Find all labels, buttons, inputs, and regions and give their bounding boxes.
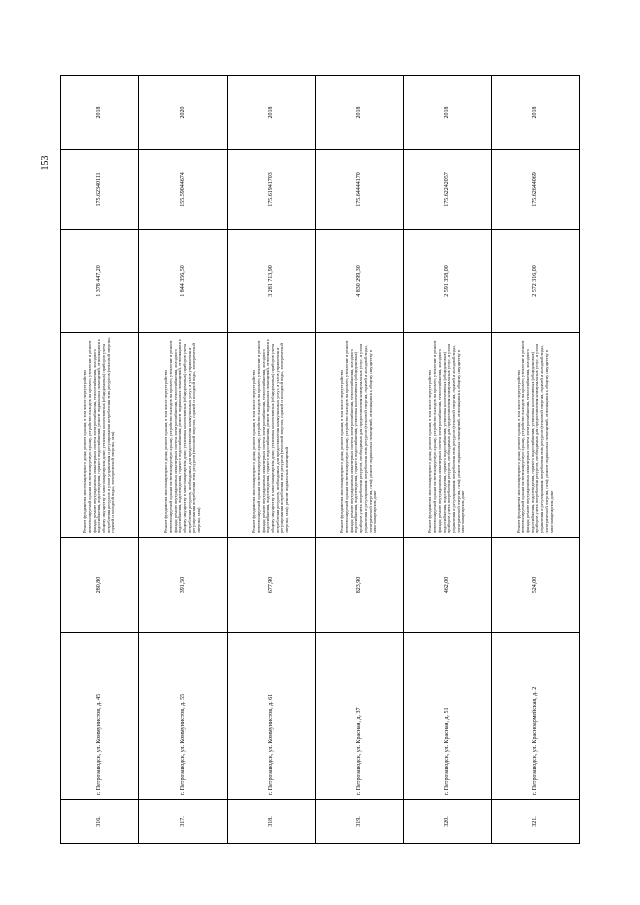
cost-cell: 2 591 358,00 (403, 230, 491, 333)
cost-cell: 1 844 356,50 (139, 230, 227, 333)
works-list-cell: Ремонт фундамента многоквартирного дома; ремонт крыши, в том числе переустройство невентилируемой крыши на вентилируемую крышу, устройство выходов на кровлю; утепление и ремонт фасада; ремонт внутридомовых инженерных систем электроснабжения, теплоснабжения, холодного водоснабжения, водоотведения, горячего водоснабжения; ремонт подвальных помещений, относящихся к общему имуществу в многоквартирном доме; установка коллективных (общедомовых) приборов учета потребления ресурсов, необходимых для предоставления коммунальных услуг, и узлов управления и регулирования потребления этих ресурсов (тепловой энергии, горячей и холодной воды, электрической энергии, газа) (139, 333, 227, 538)
year-cell: 2018 (61, 76, 139, 150)
table-body (61, 76, 580, 844)
table-row (227, 76, 315, 844)
works-list-cell: Ремонт фундамента многоквартирного дома; ремонт крыши, в том числе переустройство невентилируемой крыши на вентилируемую крышу, устройство выходов на кровлю; утепление и ремонт фасада; ремонт внутридомовых инженерных систем электроснабжения, теплоснабжения, холодного водоснабжения, водоотведения, горячего водоснабжения; ремонт подвальных помещений, относящихся к общему имуществу в многоквартирном доме; установка коллективных (общедомовых) приборов учета потребления ресурсов, необходимых для предоставления коммунальных услуг, и узлов управления и регулирования потребления этих ресурсов (тепловой энергии, горячей и холодной воды, электрической энергии, газа); ремонт подвальных помещений (227, 333, 315, 538)
row-number-cell: 319. (315, 800, 403, 844)
cadastral-number-cell: 155.59044674 (139, 150, 227, 230)
area-cell: 462,00 (403, 538, 491, 633)
area-cell: 823,90 (315, 538, 403, 633)
works-list-cell: Ремонт фундамента многоквартирного дома; ремонт крыши, в том числе переустройство невентилируемой крыши на вентилируемую крышу, устройство выходов на кровлю; утепление и ремонт фасада; ремонт внутридомовых инженерных систем электроснабжения, теплоснабжения, холодного водоснабжения, водоотведения, горячего водоснабжения; установка коллективных (общедомовых) приборов учета потребления ресурсов, необходимых для предоставления коммунальных услуг, и узлов управления и регулирования потребления этих ресурсов (тепловой энергии, горячей и холодной воды, электрической энергии, газа); ремонт подвальных помещений, относящихся к общему имуществу в многоквартирном доме (315, 333, 403, 538)
works-list-cell: Ремонт фундамента многоквартирного дома; ремонт крыши, в том числе переустройство невентилируемой крыши на вентилируемую крышу, устройство выходов на кровлю; утепление и ремонт фасада; ремонт внутридомовых инженерных систем электроснабжения, теплоснабжения, холодного водоснабжения, водоотведения, горячего водоснабжения; ремонт подвальных помещений, относящихся к общему имуществу в многоквартирном доме; установка коллективных (общедомовых) приборов учета потребления ресурсов и узлов управления и регулирования потребления этих ресурсов (тепловой энергии, горячей и холодной воды, электрической энергии, газа) (61, 333, 139, 538)
year-cell: 2018 (227, 76, 315, 150)
works-list-cell: Ремонт фундамента многоквартирного дома; ремонт крыши, в том числе переустройство невентилируемой крыши на вентилируемую крышу, устройство выходов на кровлю; утепление и ремонт фасада; ремонт внутридомовых инженерных систем электроснабжения, теплоснабжения, холодного водоснабжения, водоотведения, горячего водоснабжения; установка коллективных (общедомовых) приборов учета потребления ресурсов, необходимых для предоставления коммунальных услуг, и узлов управления и регулирования потребления этих ресурсов (тепловой энергии, горячей и холодной воды, электрической энергии, газа); ремонт подвальных помещений, относящихся к общему имуществу в многоквартирном доме (403, 333, 491, 538)
cost-cell: 3 281 713,90 (227, 230, 315, 333)
address-cell: г. Петрозаводск, ул. Коммунистов, д. 45 (61, 633, 139, 800)
year-cell: 2018 (491, 76, 579, 150)
cadastral-number-cell: 175.62242057 (403, 150, 491, 230)
row-number-cell: 318. (227, 800, 315, 844)
works-list-cell: Ремонт фундамента многоквартирного дома; ремонт крыши, в том числе переустройство невентилируемой крыши на вентилируемую крышу, устройство выходов на кровлю; утепление и ремонт фасада; ремонт внутридомовых инженерных систем электроснабжения, теплоснабжения, холодного водоснабжения, водоотведения, горячего водоснабжения; установка коллективных (общедомовых) приборов учета потребления ресурсов, необходимых для предоставления коммунальных услуг, и узлов управления и регулирования потребления этих ресурсов (тепловой энергии, горячей и холодной воды, электрической энергии, газа); ремонт подвальных помещений, относящихся к общему имуществу в многоквартирном доме (491, 333, 579, 538)
area-cell: 677,90 (227, 538, 315, 633)
cadastral-number-cell: 175.64444170 (315, 150, 403, 230)
cost-cell: 1 378 447,20 (61, 230, 139, 333)
address-cell: г. Петрозаводск, ул. Коммунистов, д. 55 (139, 633, 227, 800)
row-number-cell: 316. (61, 800, 139, 844)
year-cell: 2020 (139, 76, 227, 150)
rotated-table-container (60, 76, 580, 844)
table-row (139, 76, 227, 844)
row-number-cell: 321. (491, 800, 579, 844)
cost-cell: 2 572 316,00 (491, 230, 579, 333)
cadastral-number-cell: 175.61941703 (227, 150, 315, 230)
address-cell: г. Петрозаводск, ул. Красноармейская, д. 2 (491, 633, 579, 800)
area-cell: 280,80 (61, 538, 139, 633)
row-number-cell: 317. (139, 800, 227, 844)
capital-repair-table (60, 75, 580, 844)
cadastral-number-cell: 175.62644069 (491, 150, 579, 230)
page-number: 153 (40, 155, 51, 171)
table-row (61, 76, 139, 844)
table-row (403, 76, 491, 844)
cost-cell: 4 830 299,30 (315, 230, 403, 333)
year-cell: 2018 (315, 76, 403, 150)
table-row (315, 76, 403, 844)
area-cell: 524,00 (491, 538, 579, 633)
area-cell: 391,50 (139, 538, 227, 633)
address-cell: г. Петрозаводск, ул. Красная, д. 37 (315, 633, 403, 800)
address-cell: г. Петрозаводск, ул. Красная, д. 51 (403, 633, 491, 800)
cadastral-number-cell: 175.62340111 (61, 150, 139, 230)
row-number-cell: 320. (403, 800, 491, 844)
address-cell: г. Петрозаводск, ул. Коммунистов, д. 61 (227, 633, 315, 800)
year-cell: 2018 (403, 76, 491, 150)
table-row (491, 76, 579, 844)
